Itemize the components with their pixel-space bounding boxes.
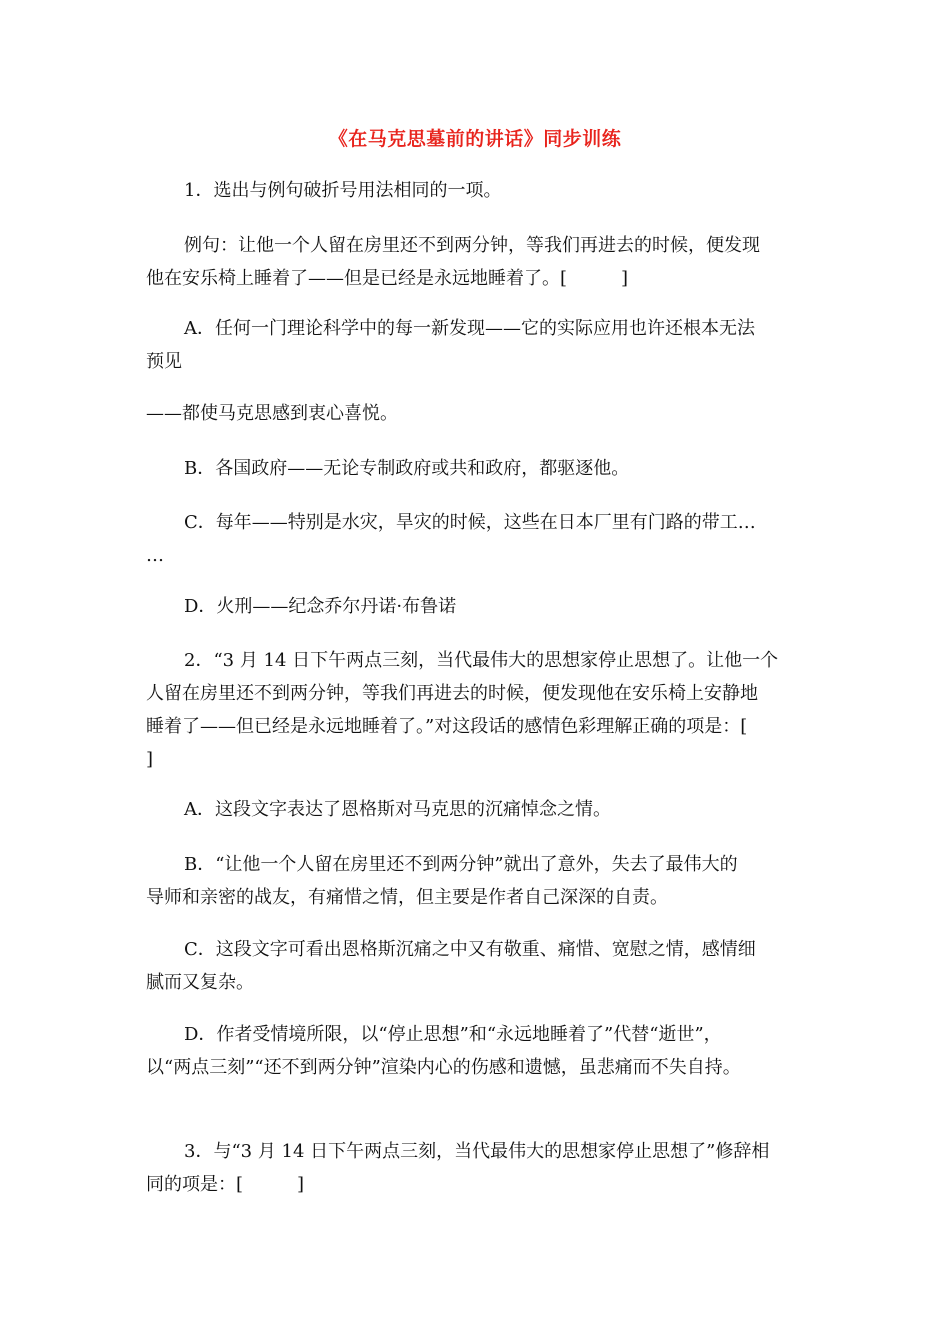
q2-stem [146,644,812,776]
q1-example [146,229,812,295]
q2-stem-line-4: ] [146,749,154,770]
q2-option-d-line-2: 以“两点三刻”“还不到两分钟”渲染内心的伤感和遗憾，虽悲痛而不失自持。 [146,1057,741,1078]
q2-option-c [146,933,812,999]
q1-option-b: B．各国政府——无论专制政府或共和政府，都驱逐他。 [184,458,630,479]
q2-option-d [146,1018,812,1084]
q3-stem-line-1: 3．与“3 月 14 日下午两点三刻，当代最伟大的思想家停止思想了”修辞相 [184,1141,770,1162]
q1-example-line-2: 他在安乐椅上睡着了——但是已经是永远地睡着了。[ ] [146,268,629,289]
q3-stem-line-2: 同的项是：[ ] [146,1174,305,1195]
q1-option-c-line-2: … [146,545,164,566]
q2-option-b-line-1: B．“让他一个人留在房里还不到两分钟”就出了意外，失去了最伟大的 [184,854,738,875]
q2-option-a: A．这段文字表达了恩格斯对马克思的沉痛悼念之情。 [184,799,611,820]
q2-option-b [146,848,812,914]
q1-option-d: D．火刑——纪念乔尔丹诺·布鲁诺 [184,596,457,617]
q2-stem-line-1: 2．“3 月 14 日下午两点三刻，当代最伟大的思想家停止思想了。让他一个 [184,650,779,671]
q1-option-a-line-1: A．任何一门理论科学中的每一新发现——它的实际应用也许还根本无法 [184,318,755,339]
q2-option-d-line-1: D．作者受情境所限，以“停止思想”和“永远地睡着了”代替“逝世”， [184,1024,722,1045]
document-title: 《在马克思墓前的讲话》同步训练 [328,128,622,150]
q1-option-a-continued: ——都使马克思感到衷心喜悦。 [146,403,398,424]
q1-option-a [146,312,812,378]
q3-stem [146,1135,812,1201]
q1-stem: 1．选出与例句破折号用法相同的一项。 [184,180,502,201]
q2-option-c-line-1: C．这段文字可看出恩格斯沉痛之中又有敬重、痛惜、宽慰之情，感情细 [184,939,756,960]
q2-option-b-line-2: 导师和亲密的战友，有痛惜之情，但主要是作者自己深深的自责。 [146,887,668,908]
q1-example-line-1: 例句：让他一个人留在房里还不到两分钟，等我们再进去的时候，便发现 [184,235,760,256]
q1-option-c-line-1: C．每年——特别是水灾，旱灾的时候，这些在日本厂里有门路的带工… [184,512,756,533]
q1-option-a-line-2: 预见 [146,351,182,372]
q1-option-c [146,506,812,572]
q2-stem-line-3: 睡着了——但已经是永远地睡着了。”对这段话的感情色彩理解正确的项是：[ [146,716,748,737]
q2-stem-line-2: 人留在房里还不到两分钟，等我们再进去的时候，便发现他在安乐椅上安静地 [146,683,758,704]
q2-option-c-line-2: 腻而又复杂。 [146,972,254,993]
